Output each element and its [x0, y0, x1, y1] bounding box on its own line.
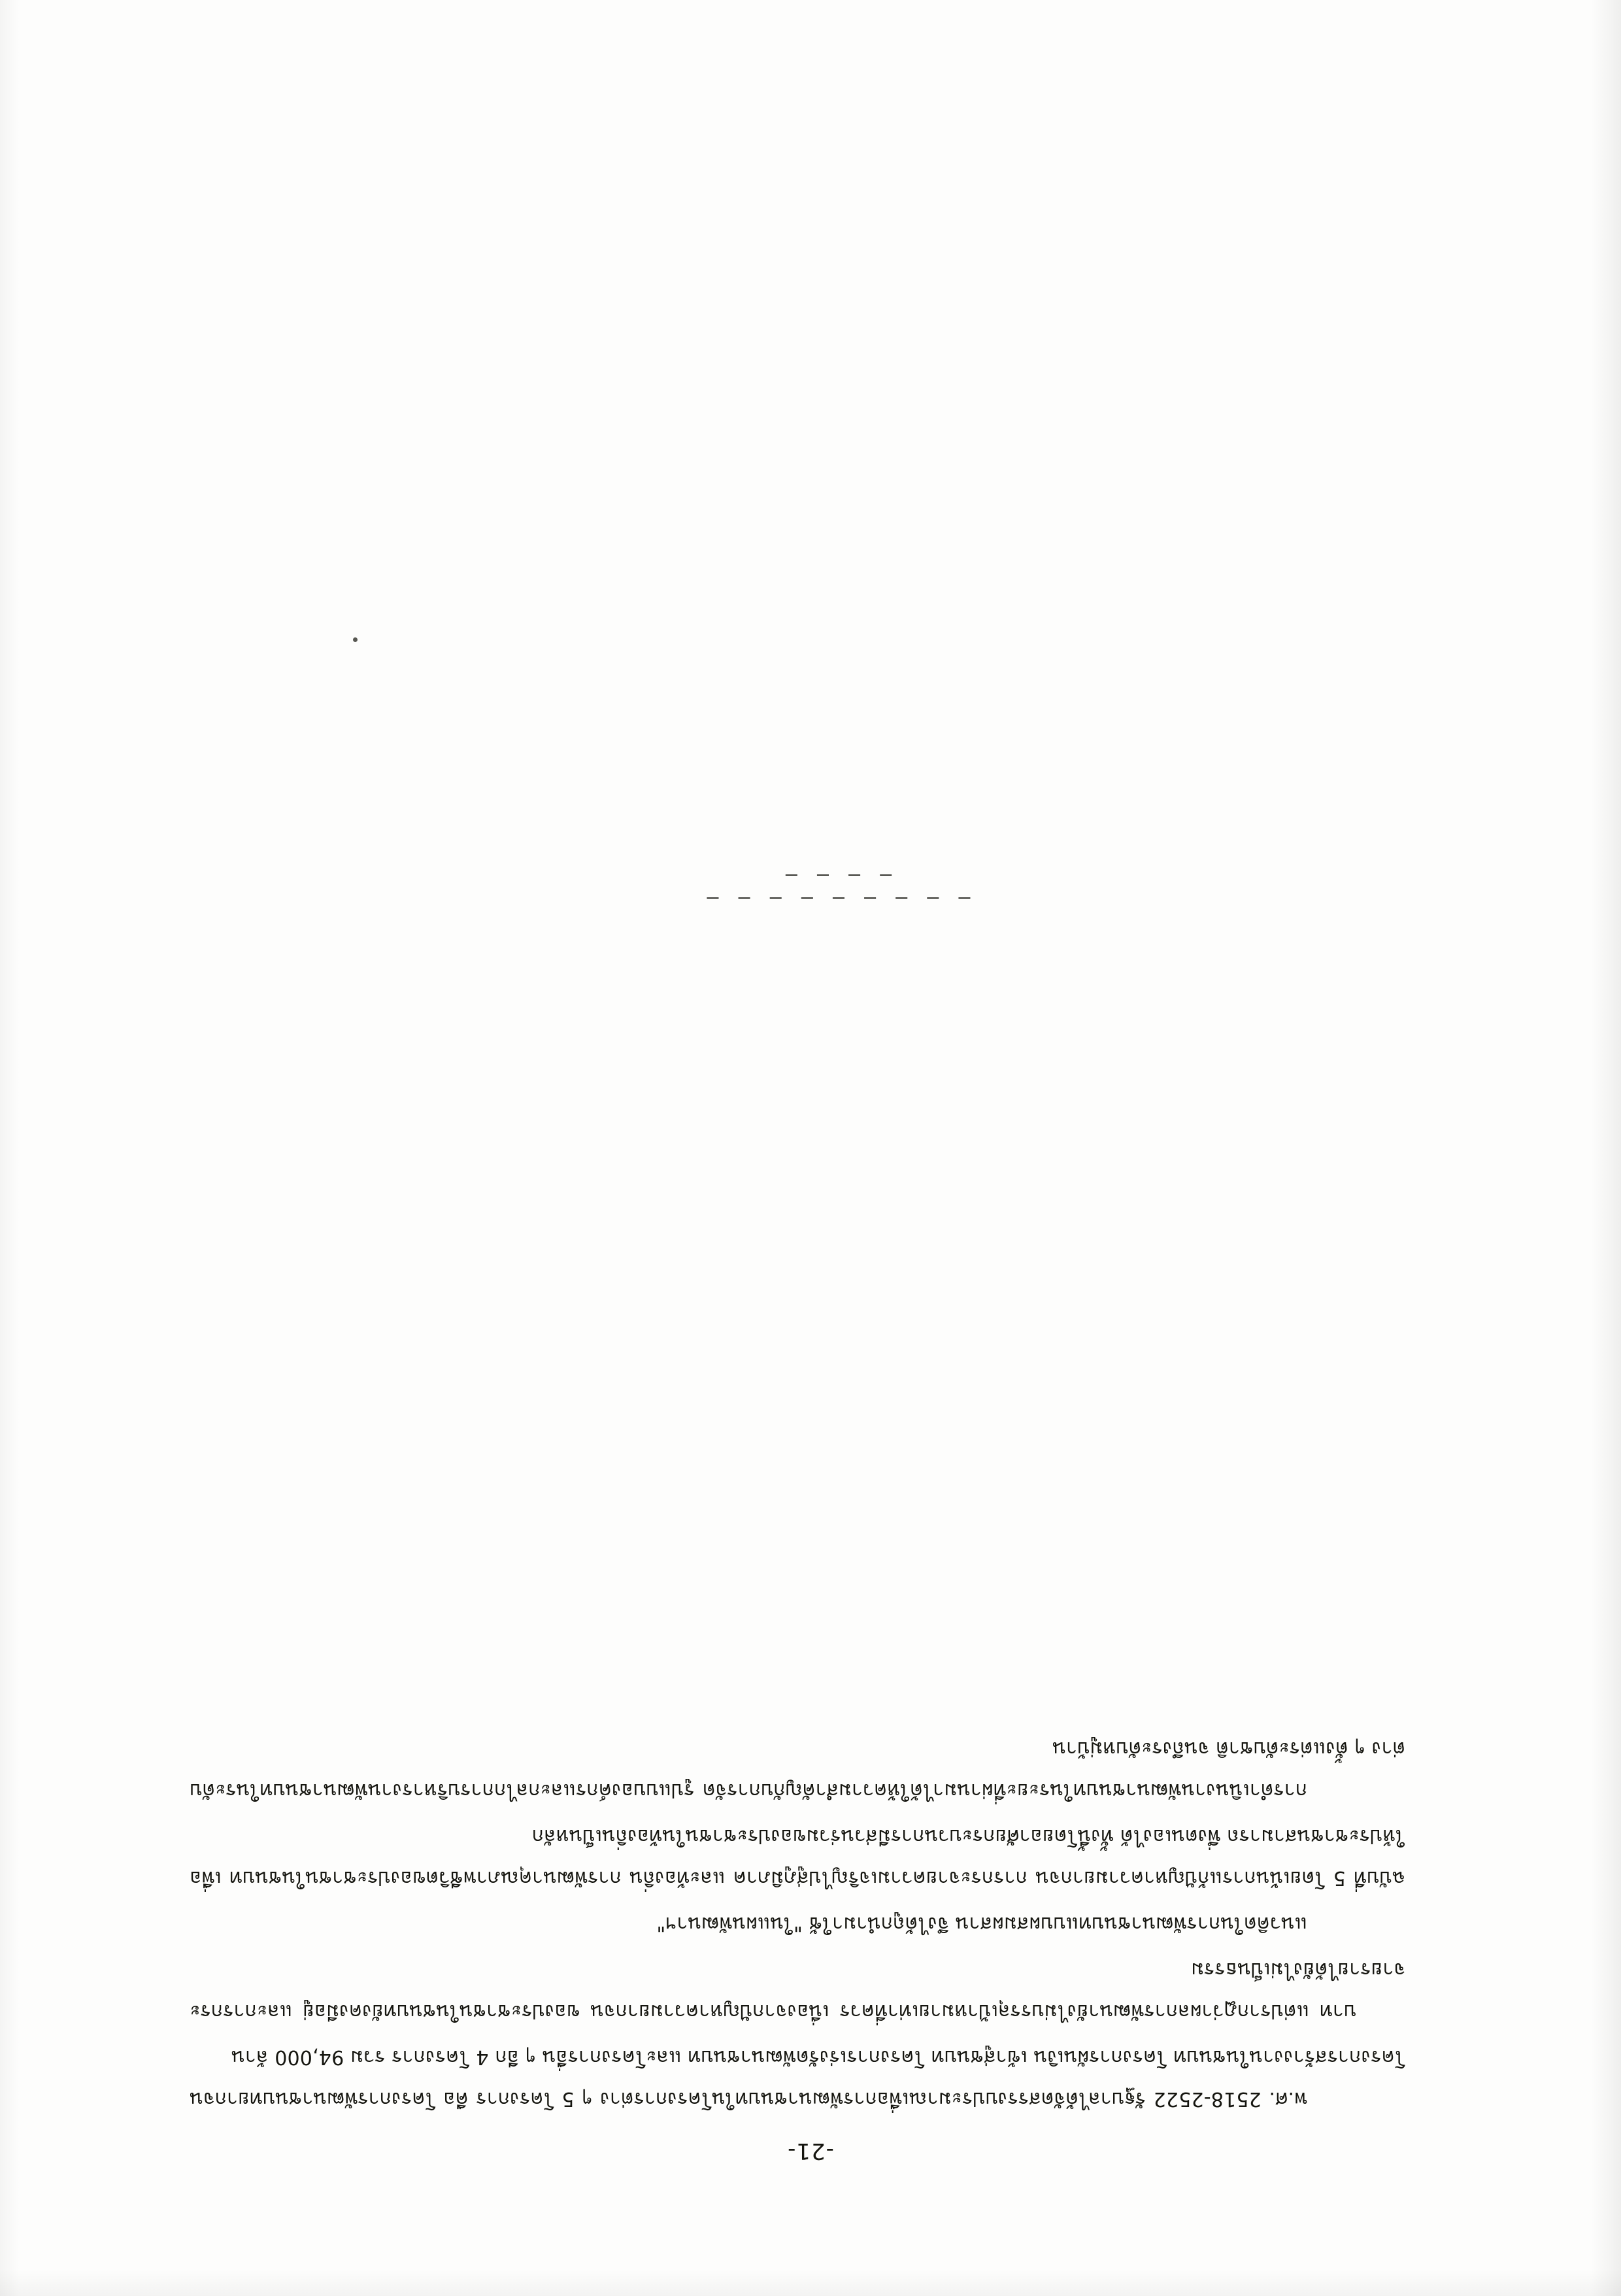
paragraph-5	[190, 1727, 1405, 1811]
body-text-block	[190, 1723, 1405, 2119]
paragraph-4	[190, 1815, 1405, 1899]
paragraph-3	[190, 1902, 1405, 1944]
paragraph-4-line-1: ฉบับที่ 5 โดยเน้นการแก้ปัญหาความยากจน การกระจายความเจริญไปสู่ภูมิภาค	[733, 1866, 1405, 1889]
paragraph-4-line-3: พึ่งตนเองได้ ทั้งนี้โดยอาศัยกระบวนการมีส่วนร่วมของประชาชนในท้องถิ่นเป็นหลัก	[531, 1825, 1221, 1848]
page-number: -21-	[787, 2138, 834, 2164]
paragraph-3-line-1: แนวคิดในการพัฒนาชนบทแบบผสมผสาน จึงได้ถูกนำมาใช้ "ในแผนพัฒนาฯ"	[656, 1912, 1307, 1935]
paragraph-1-line-3: เข้าสู่ชนบท โครงการเร่งรัดพัฒนาชนบท และโครงการอื่น ๆ อีก 4 โครงการ รวม 94,000 ล้าน	[231, 2046, 1028, 2068]
paragraph-5-line-1: การดำเนินงานพัฒนาชนบทในระยะที่ผ่านมาได้ให้ความสำคัญกับการจัด	[702, 1779, 1307, 1802]
paragraph-5-line-3: จนถึงระดับหมู่บ้าน	[1052, 1737, 1210, 1760]
paragraph-2-line-1: บาท แต่ปรากฏว่าผลการพัฒนายังไม่บรรลุเป้าหมายเท่าที่ควร เนื่องจากปัญหาความยากจน	[590, 2000, 1356, 2023]
paragraph-1-line-1: พ.ศ. 2518-2522 รัฐบาลได้จัดสรรงบประมาณเพื่อการพัฒนาชนบทในโครงการต่าง ๆ 5	[561, 2087, 1307, 2110]
paragraph-2-line-2: ของประชาชนในชนบทยังคงมีอยู่ และการกระจายรายได้ยังไม่เป็นธรรม	[190, 1958, 1405, 2023]
paragraph-1-line-2: โครงการ คือ โครงการพัฒนาชนบทยากจน โครงการสร้างงานในชนบท โครงการผันเงิน	[190, 2046, 1405, 2110]
paragraph-5-line-2: รูปแบบองค์กรและกลไกการบริหารงานพัฒนาชนบทในระดับต่าง ๆ ตั้งแต่ระดับชาติ	[190, 1737, 1405, 1802]
paragraph-4-line-2: และท้องถิ่น การพัฒนาคุณภาพชีวิตของประชาชนในชนบท เพื่อให้ประชาชนสามารถ	[190, 1825, 1405, 1889]
paragraph-1	[190, 2036, 1405, 2119]
paragraph-2	[190, 1948, 1405, 2032]
dashed-divider: – – – – – – – – – – – – –	[703, 864, 971, 910]
